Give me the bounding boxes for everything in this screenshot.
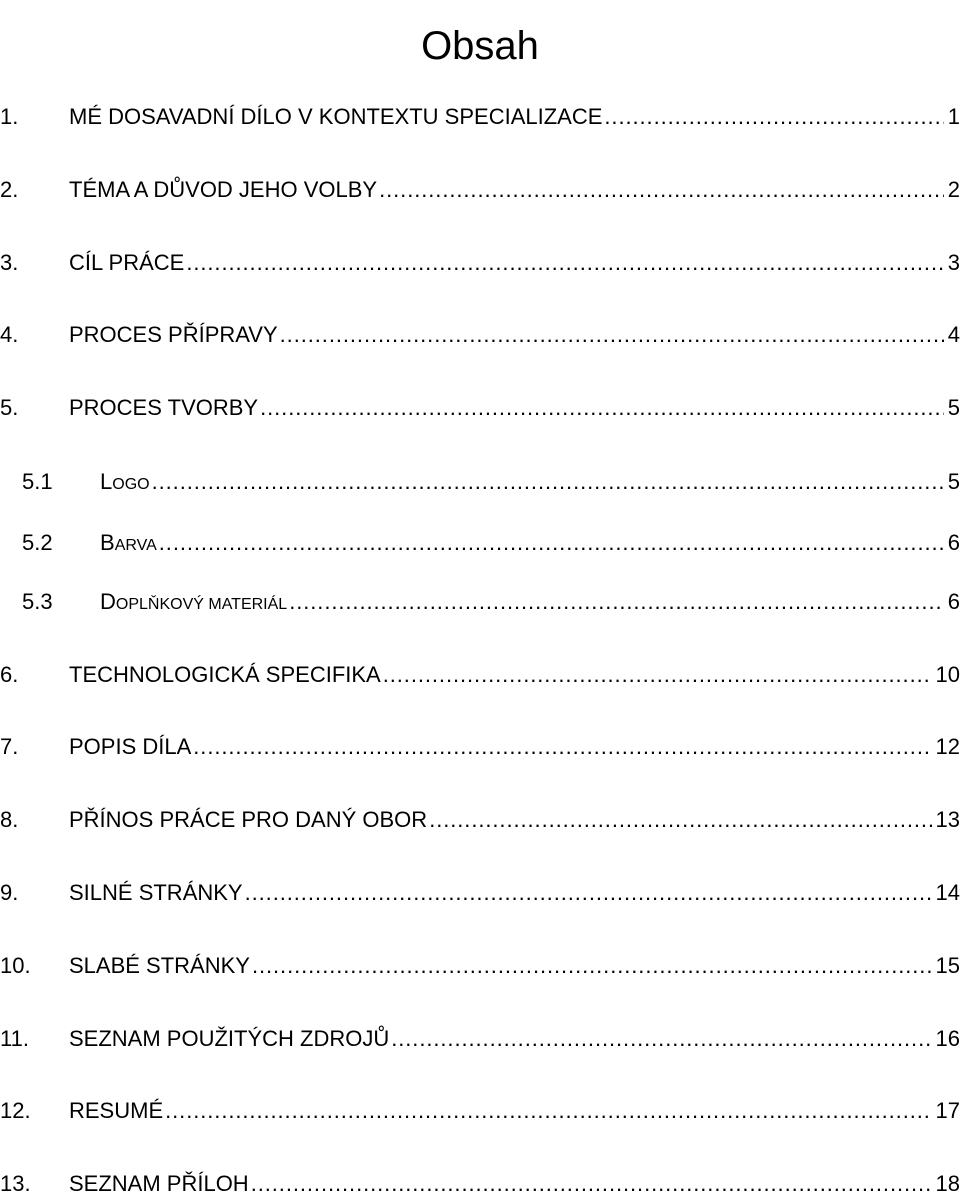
toc-page-number: 6 [947, 530, 960, 555]
toc-number: 5.3 [22, 589, 53, 614]
toc-number: 5. [0, 395, 19, 420]
toc-leader-dots [186, 248, 943, 278]
toc-label: SEZNAM PŘÍLOH [69, 1171, 249, 1196]
toc-leader-dots [260, 393, 944, 423]
toc-number: 11. [0, 1026, 29, 1051]
toc-leader-dots [391, 1024, 931, 1054]
toc-leader-dots [251, 1169, 932, 1199]
toc-entry-9[interactable] [0, 878, 960, 908]
toc-label: POPIS DÍLA [69, 734, 192, 759]
toc-entry-11[interactable] [0, 1024, 960, 1054]
toc-label: TECHNOLOGICKÁ SPECIFIKA [69, 662, 381, 687]
toc-leader-dots [604, 102, 943, 132]
toc-label: RESUMÉ [69, 1098, 164, 1123]
toc-leader-dots [289, 587, 944, 617]
toc-label: PŘÍNOS PRÁCE PRO DANÝ OBOR [69, 807, 428, 832]
toc-number: 6. [0, 662, 19, 687]
toc-leader-dots [252, 951, 932, 981]
toc-number: 3. [0, 250, 19, 275]
toc-label: MÉ DOSAVADNÍ DÍLO V KONTEXTU SPECIALIZACE [69, 104, 603, 129]
toc-entry-10[interactable] [0, 951, 960, 981]
toc-label: SEZNAM POUŽITÝCH ZDROJŮ [69, 1026, 390, 1051]
toc-page-number: 18 [935, 1171, 960, 1196]
toc-entry-12[interactable] [0, 1096, 960, 1126]
toc-page-number: 6 [947, 589, 960, 614]
toc-entry-6[interactable] [0, 660, 960, 690]
toc-number: 7. [0, 734, 19, 759]
toc-number: 5.1 [22, 469, 53, 494]
toc-entry-3[interactable] [0, 248, 960, 278]
toc-page-number: 3 [947, 250, 960, 275]
toc-leader-dots [152, 467, 944, 497]
toc-label: DOPLŇKOVÝ MATERIÁL [100, 589, 288, 614]
toc-label: BARVA [100, 530, 157, 555]
toc-entry-4[interactable] [0, 320, 960, 350]
toc-entry-1[interactable] [0, 102, 960, 132]
toc-label: LOGO [100, 469, 150, 494]
toc-entry-7[interactable] [0, 732, 960, 762]
toc-entry-2[interactable] [0, 175, 960, 205]
toc-page-number: 5 [947, 469, 960, 494]
toc-entry-8[interactable] [0, 805, 960, 835]
toc-page-number: 16 [935, 1026, 960, 1051]
toc-number: 4. [0, 322, 19, 347]
toc-number: 13. [0, 1171, 31, 1196]
toc-number: 1. [0, 104, 19, 129]
toc-label: TÉMA A DŮVOD JEHO VOLBY [69, 177, 378, 202]
toc-number: 2. [0, 177, 19, 202]
toc-page-number: 14 [935, 880, 960, 905]
toc-number: 5.2 [22, 530, 53, 555]
toc-leader-dots [245, 878, 932, 908]
toc-leader-dots [383, 660, 932, 690]
toc-page-number: 13 [935, 807, 960, 832]
toc-label: PROCES PŘÍPRAVY [69, 322, 278, 347]
toc-page-number: 4 [947, 322, 960, 347]
toc-label: SILNÉ STRÁNKY [69, 880, 243, 905]
toc-page-number: 17 [935, 1098, 960, 1123]
toc-entry-5-1[interactable] [0, 467, 960, 497]
toc-leader-dots [379, 175, 944, 205]
toc-number: 8. [0, 807, 19, 832]
toc-leader-dots [280, 320, 944, 350]
toc-label: PROCES TVORBY [69, 395, 259, 420]
toc-number: 12. [0, 1098, 31, 1123]
page-title: Obsah [421, 23, 539, 68]
toc-entry-5-2[interactable] [0, 528, 960, 558]
toc-entry-5-3[interactable] [0, 587, 960, 617]
toc-page-number: 1 [947, 104, 960, 129]
toc-leader-dots [159, 528, 944, 558]
toc-page-number: 5 [947, 395, 960, 420]
toc-label: SLABÉ STRÁNKY [69, 953, 250, 978]
toc-number: 10. [0, 953, 31, 978]
toc-number: 9. [0, 880, 19, 905]
toc-leader-dots [165, 1096, 931, 1126]
toc-page-number: 2 [947, 177, 960, 202]
toc-leader-dots [193, 732, 931, 762]
toc-page-number: 12 [935, 734, 960, 759]
toc-label: CÍL PRÁCE [69, 250, 185, 275]
toc-entry-5[interactable] [0, 393, 960, 423]
toc-entry-13[interactable] [0, 1169, 960, 1199]
toc-page-number: 15 [935, 953, 960, 978]
toc-page-number: 10 [935, 662, 960, 687]
toc-leader-dots [429, 805, 931, 835]
